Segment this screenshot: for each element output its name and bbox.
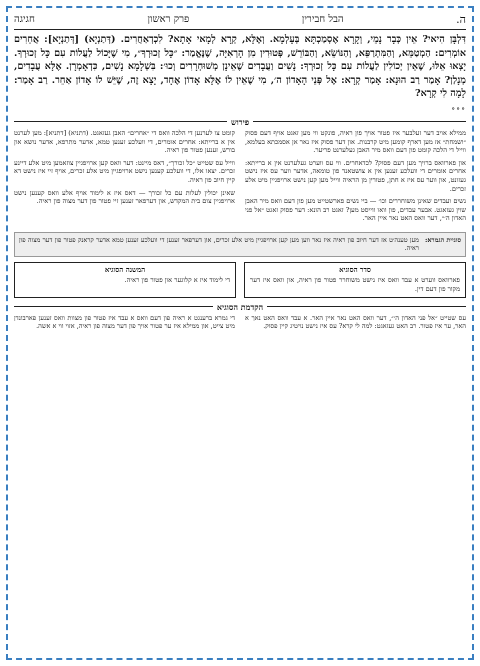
header-left: חגיגה — [14, 14, 35, 25]
divider — [14, 306, 213, 307]
bottom-left-column — [14, 314, 235, 335]
commentary-paragraph: נשים ועבדים שאינן משוחררים וכו׳ — ביי נשים פארשטייט מען פון דעם וואס מיר האבן שוין געזאגט. אבער עבדים, פון וואו ווייסט מען? זאגט רב הונא: דער פסוק זאגט ״אל פני האדון ה׳״, דער וואס האט נאר איין האר. — [245, 197, 466, 223]
bottom-paragraph: עס שטייט ״אל פני האדון ה׳״, דער וואס האט נאר איין האר. א עבד וואס האט נאך א האר, ער איז פטור. רב האט געזאגט: למה לי קרא? עס איז נישט נויטיג קיין פסוק. — [245, 313, 466, 330]
sugya-note-box — [14, 232, 466, 257]
bottom-right-column — [245, 314, 466, 335]
bottom-columns — [14, 314, 466, 335]
divider — [267, 306, 466, 307]
commentary-paragraph: קומט צו לערנען די הלכה וואס די ״אחרים״ האבן געזאגט. (דתניא) [דתניא]: מען לערנט אין א ברייתא: אחרים אומרים, די וועלכע זענען טמא, אדער מתרפא, אדער נושא און בורש, זענען פטור פון ראיה. — [14, 128, 235, 155]
divider — [14, 121, 227, 122]
page-content — [14, 10, 466, 652]
box-right — [244, 262, 466, 298]
commentary-right-column — [245, 129, 466, 227]
box-right-title: סדר הסוגיא — [339, 264, 371, 274]
header-center: פרק ראשון — [147, 14, 190, 25]
note-label: סוגיית הגמרא: — [424, 235, 461, 244]
summary-boxes — [14, 262, 466, 298]
note-text: מען טענה׳ט אז דער חיוב פון ראיה איז נאר ווען מען קען ארויפגיין מיט אלע זכרים, און דערפאר זענען די וועלכע זענען טמא אדער קראנק פטור פון דער מצוה פון ראיה. — [19, 235, 419, 253]
page-header — [14, 14, 466, 26]
bottom-label: הקדמת הסוגיא — [216, 301, 264, 312]
divider — [253, 121, 466, 122]
commentary-paragraph: שאינן יכולין לעלות עם כל זכורך — דאס איז א לימוד אויף אלע וואס קענען נישט ארויפגיין צום בית המקדש, און דערפאר זענען זיי פטור פון דער מצוה פון ראיה. — [14, 188, 235, 206]
commentary-label: פירוש — [230, 116, 250, 127]
commentary-paragraph: ממילא אויב דער זעלבער איז פטור אויך פון ראיה, פונקט ווי מען זאגט אויף דעם פסוק ״ושמחת״ אז מען דארף קומען מיט קרבנות. און דער פסוק איז נאר אן אסמכתא בעלמא, ווייל די הלכה קומט פון דעם וואס מיר האבן געלערנט פריער. — [245, 128, 466, 155]
main-gemara-text: דִּלְבָּן הִיאי? אֵין כְּבָר נָמֵי, וְקָרָא אֶסְמַכְתָּא בְּעָלְמָא. וְאֶלָּא, קְרָא לְמָאי אָתָא? לִכְדְאַחֲרִים. (דְּתַנְיָא) [דְּתַנְיָא]: אֲחֵרִים אוֹמְרִים: הַמְטַמֵּא, וְהַמִּתְרַפֵּא, וְהַנּוֹשֵׂא, וְהַבּוֹרֵשׁ, פְּטוּרִין מִן הָרְאִיָּה, שֶׁנֶּאֱמַר: ״כָּל זְכוּרְךָ״, מִי שֶׁיָּכוֹל לַעֲלוֹת עִם כָּל זְכוּרְךָ. יָצְאוּ אֵלּוּ, שֶׁאֵין יְכוֹלִין לַעֲלוֹת עִם כָּל זְכוּרְךָ: נָשִׁים וַעֲבָדִים שֶׁאֵינָן מְשׁוּחְרָרִים וְכוּ׳: בִּשְׁלָמָא נָשִׁים, כִּדְאָמְרָן. אֶלָּא עֲבָדִים, מְנָלַן? אָמַר רַב הוּנָא: אָמַר קְרָא: אֶל פְּנֵי הָאָדוֹן ה׳, מִי שֶׁאֵין לוֹ אֶלָּא אָדוֹן אֶחָד, יָצָא זֶה, שֶׁיֵּשׁ לוֹ אָדוֹן אַחֵר. רַב אָמַר: לָמָה לִי קְרָא? — [14, 34, 466, 100]
page-number: ה. — [456, 13, 466, 26]
bottom-paragraph: די גמרא ברענגט א ראיה פון דעם וואס א עבד איז פטור פון מצוות וואס זענען פארבונדן מיט צייט, און ממילא איז ער פטור אויך פון דער מצוה פון ראיה, אזוי ווי א אשה. — [14, 313, 235, 330]
commentary-columns — [14, 129, 466, 227]
box-right-text: פארוואס ווערט א עבד וואס איז נישט משוחרר פטור פון ראיה, און וואס איז דער מקור פון דעם דין. — [250, 276, 460, 293]
commentary-heading — [14, 117, 466, 127]
box-left-text: די לימוד איז א קלוגער און פטור פון ראיה. — [124, 276, 230, 285]
header-right: הבל חבירין — [301, 14, 344, 25]
commentary-paragraph: און פארוואס ברויך מען דעם פסוק? לכדאחרים. ווי עס ווערט געלערנט אין א ברייתא: אחרים אומרים די וועלכע זענען אין א צושטאנד פון טומאה, אדער ווער עס איז נישט געזונט, און ווער עס איז א חתן, פטורין מן הראיה ווייל מען קען נישט ארויפגיין מיט אלע זכרים. — [245, 158, 466, 193]
commentary-left-column — [14, 129, 235, 227]
header-rule — [14, 29, 466, 30]
commentary-paragraph: ווייל עס שטייט ״כל זכורך״, דאס מיינט: דער וואס קען ארויפגיין צוזאמען מיט אלע דיינע זכרים. יצאו אלו, די וועלכע קענען נישט ארויפגיין מיט אלע זכרים, אויף זיי איז נישט דא קיין חיוב פון ראיה. — [14, 158, 235, 184]
ornament-dots: ∘∘∘ — [451, 103, 466, 113]
box-left-title: המשנה הסוגיא — [104, 264, 146, 274]
box-left — [14, 262, 236, 298]
bottom-heading — [14, 302, 466, 312]
